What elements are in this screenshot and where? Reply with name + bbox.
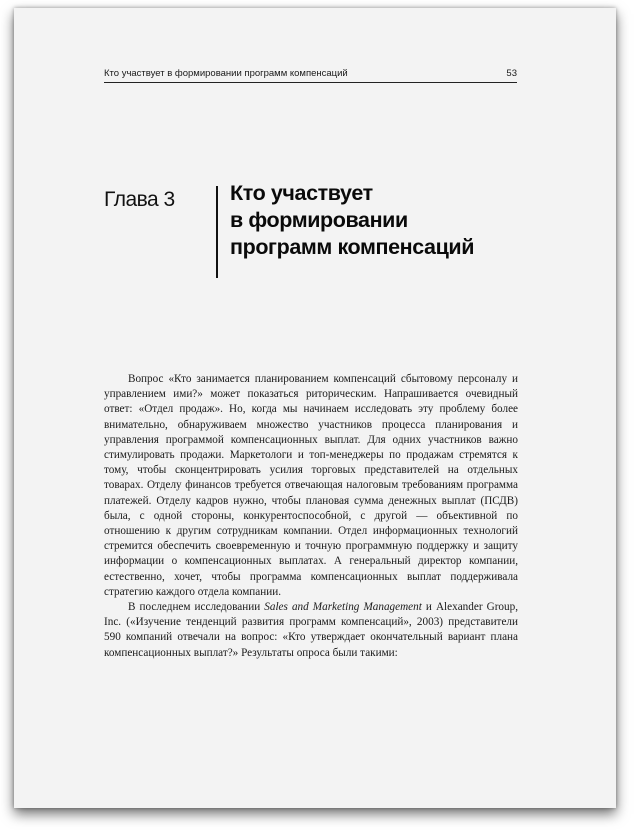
paragraph-text: В последнем исследовании <box>128 601 265 614</box>
italic-title: Sales and Marketing Management <box>264 601 422 614</box>
body-text <box>104 372 518 661</box>
chapter-title <box>230 180 474 278</box>
running-title: Кто участвует в формировании программ компенсаций <box>104 68 348 79</box>
paragraph: Вопрос «Кто занимается планированием компенсаций сбытовому персоналу и управлением ими?» может показаться риторическим. Напрашивается очевидный ответ: «Отдел продаж». Но, когда мы начинаем исследовать эту проблему более внимательно, обнаруживаем множество участников процесса планирования и управления программой компенсационных выплат. Для одних участников важно стимулировать продажи. Маркетологи и топ-менеджеры по продажам стремятся к тому, чтобы сконцентрировать усилия торговых представителей на отдельных товарах. Отделу финансов требуется отвечающая налоговым требованиям программа платежей. Отделу кадров нужно, чтобы плановая сумма денежных выплат (ПСДВ) была, с одной стороны, конкурентоспособной, с другой — объективной по отношению к другим сотрудникам компании. Отдел информационных технологий стремится обеспечить своевременную и точную программную поддержку и защиту информации о компенсационных выплатах. А генеральный директор компании, естественно, хочет, чтобы программа компенсационных выплат поддерживала стратегию каждого отдела компании. <box>104 373 518 598</box>
chapter-divider <box>216 186 218 278</box>
page-number: 53 <box>506 68 517 79</box>
chapter-title-line: в формировании <box>230 208 408 232</box>
chapter-heading <box>104 180 474 278</box>
chapter-title-line: программ компенсаций <box>230 235 475 259</box>
running-header <box>104 68 517 83</box>
paragraph-text: и Alexander Group, Inc. («Изучение тенденций развития программ компенсаций», 2003) представители 590 компаний отвечали на вопрос: «Кто утверждает окончательный вариант плана компенсационных выплат?» Результаты опроса были такими: <box>104 601 518 659</box>
chapter-label: Глава 3 <box>104 188 175 211</box>
paragraph <box>104 600 518 661</box>
chapter-title-line: Кто участвует <box>230 181 373 205</box>
